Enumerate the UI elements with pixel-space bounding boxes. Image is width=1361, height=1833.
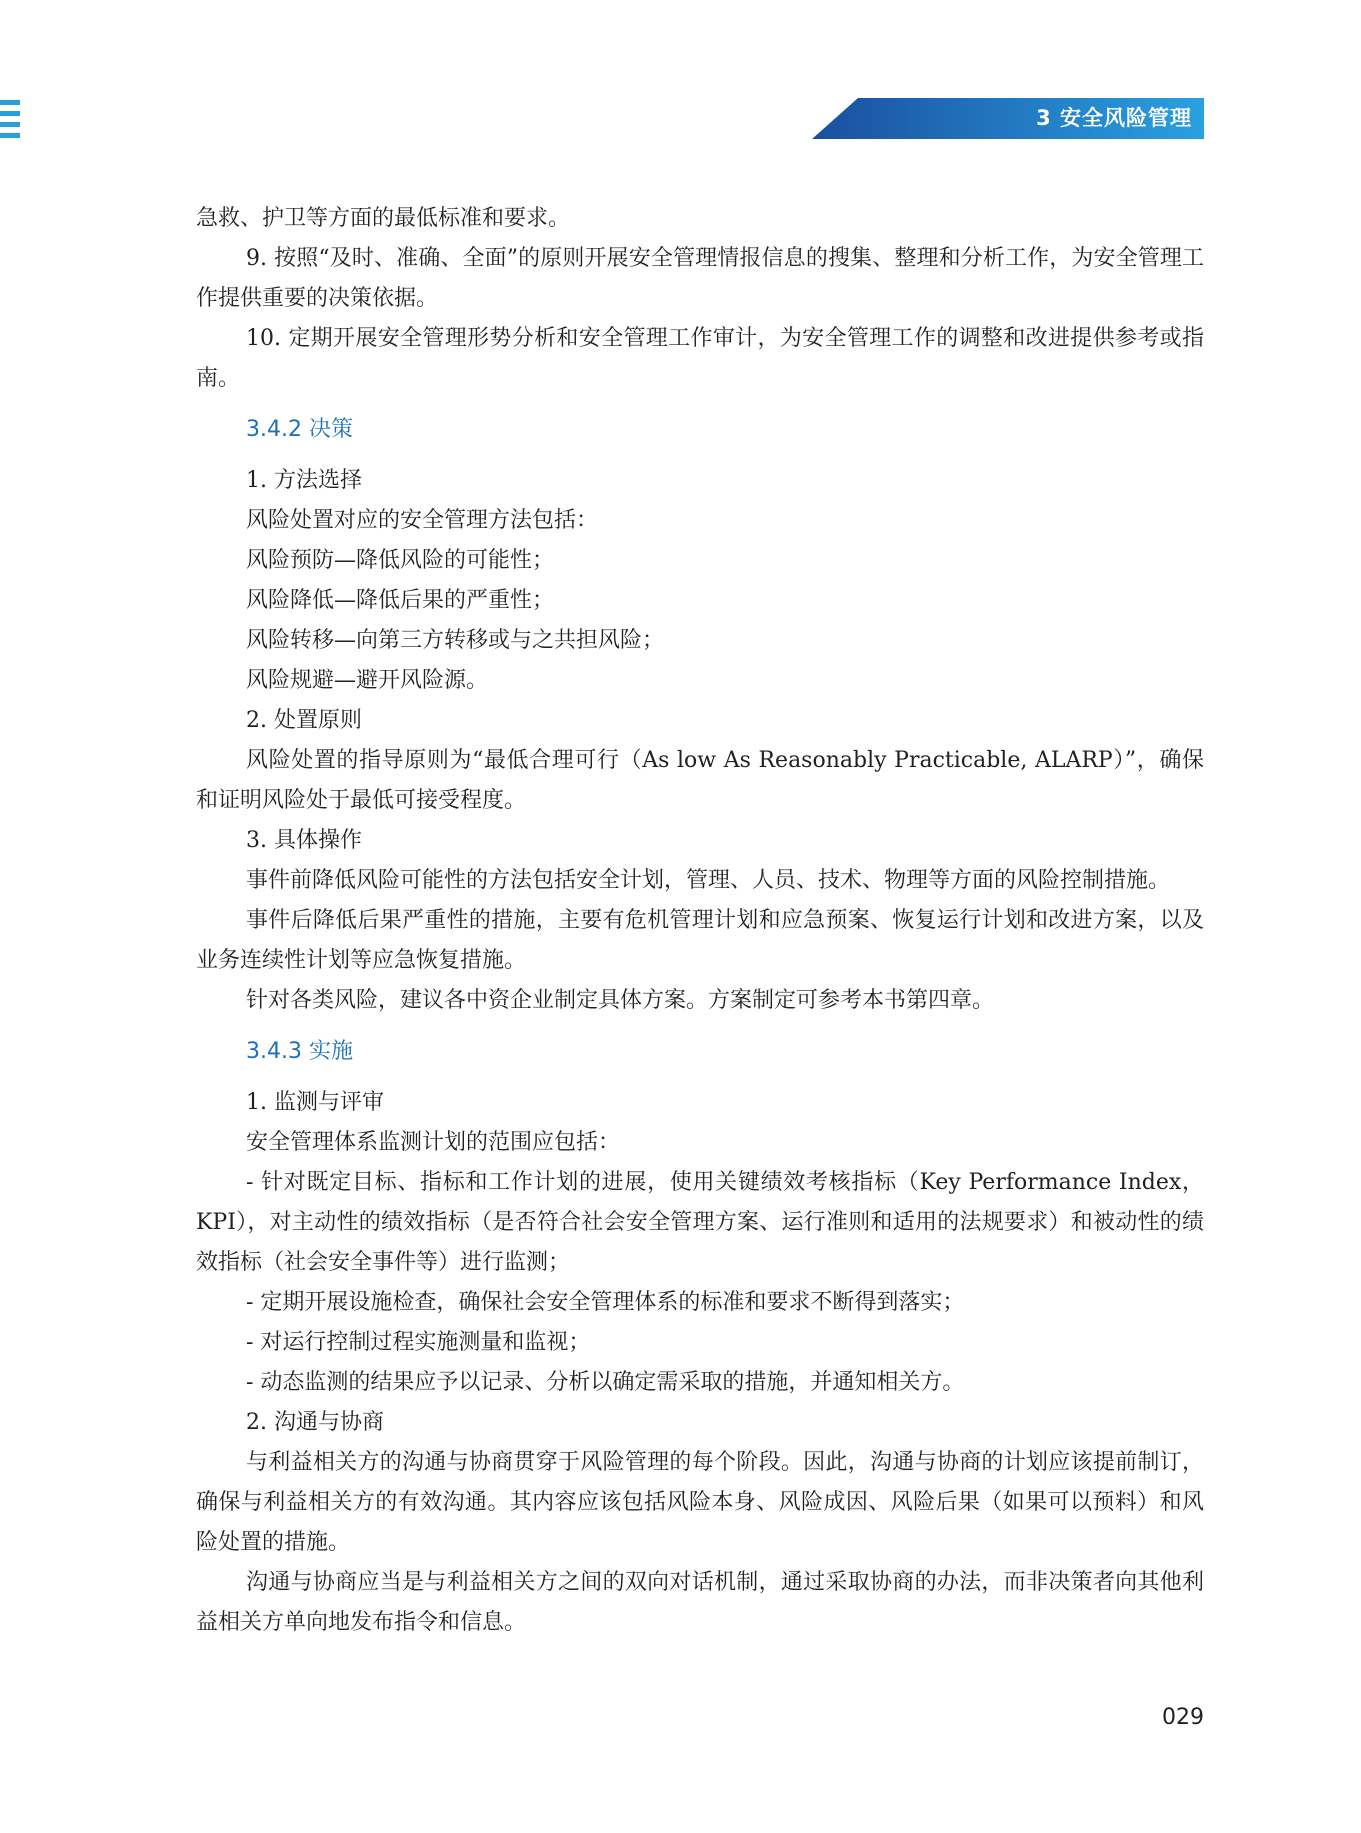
chapter-banner xyxy=(812,98,1204,139)
side-bar xyxy=(0,122,20,127)
paragraph: 风险处置对应的安全管理方法包括： xyxy=(246,508,599,533)
list-item: - 定期开展设施检查，确保社会安全管理体系的标准和要求不断得到落实； xyxy=(246,1290,965,1315)
list-item: 风险转移—向第三方转移或与之共担风险； xyxy=(246,628,665,653)
paragraph: 与利益相关方的沟通与协商贯穿于风险管理的每个阶段。因此，沟通与协商的计划应该提前制订，确保与利益相关方的有效沟通。其内容应该包括风险本身、风险成因、风险后果（如果可以预料）和风险处置的措施。 xyxy=(196,1450,1204,1555)
paragraph: 安全管理体系监测计划的范围应包括： xyxy=(246,1130,621,1155)
list-item: 风险降低—降低后果的严重性； xyxy=(246,588,555,613)
list-heading: 2. 沟通与协商 xyxy=(246,1410,384,1435)
list-heading: 3. 具体操作 xyxy=(246,828,362,853)
list-item: 风险规避—避开风险源。 xyxy=(246,668,489,693)
list-item: 风险预防—降低风险的可能性； xyxy=(246,548,555,573)
list-heading: 2. 处置原则 xyxy=(246,708,362,733)
paragraph: 9. 按照“及时、准确、全面”的原则开展安全管理情报信息的搜集、整理和分析工作，为安全管理工作提供重要的决策依据。 xyxy=(196,246,1204,311)
paragraph: 10. 定期开展安全管理形势分析和安全管理工作审计，为安全管理工作的调整和改进提供参考或指南。 xyxy=(196,326,1204,391)
page-number: 029 xyxy=(1162,1705,1204,1730)
side-bar xyxy=(0,133,20,138)
paragraph: 沟通与协商应当是与利益相关方之间的双向对话机制，通过采取协商的办法，而非决策者向其他利益相关方单向地发布指令和信息。 xyxy=(196,1570,1204,1635)
section-heading-implementation: 3.4.3 实施 xyxy=(246,1039,353,1064)
chapter-title: 3 安全风险管理 xyxy=(1036,106,1192,130)
side-bar xyxy=(0,111,20,116)
paragraph: 事件后降低后果严重性的措施，主要有危机管理计划和应急预案、恢复运行计划和改进方案，以及业务连续性计划等应急恢复措施。 xyxy=(196,908,1204,973)
list-item: - 针对既定目标、指标和工作计划的进展，使用关键绩效考核指标（Key Performance Index，KPI），对主动性的绩效指标（是否符合社会安全管理方案、运行准则和适用的法规要求）和被动性的绩效指标（社会安全事件等）进行监测； xyxy=(196,1170,1204,1275)
paragraph: 风险处置的指导原则为“最低合理可行（As low As Reasonably Practicable, ALARP）”，确保和证明风险处于最低可接受程度。 xyxy=(196,748,1204,813)
side-bar xyxy=(0,100,20,105)
side-decoration-bars xyxy=(0,100,20,144)
list-heading: 1. 方法选择 xyxy=(246,468,362,493)
list-item: - 对运行控制过程实施测量和监视； xyxy=(246,1330,591,1355)
paragraph: 针对各类风险，建议各中资企业制定具体方案。方案制定可参考本书第四章。 xyxy=(246,988,995,1013)
page-body xyxy=(196,199,1204,1643)
list-heading: 1. 监测与评审 xyxy=(246,1090,384,1115)
section-heading-decision: 3.4.2 决策 xyxy=(246,417,353,442)
list-item: - 动态监测的结果应予以记录、分析以确定需采取的措施，并通知相关方。 xyxy=(246,1370,965,1395)
paragraph: 急救、护卫等方面的最低标准和要求。 xyxy=(196,206,571,231)
paragraph: 事件前降低风险可能性的方法包括安全计划，管理、人员、技术、物理等方面的风险控制措施。 xyxy=(246,868,1171,893)
